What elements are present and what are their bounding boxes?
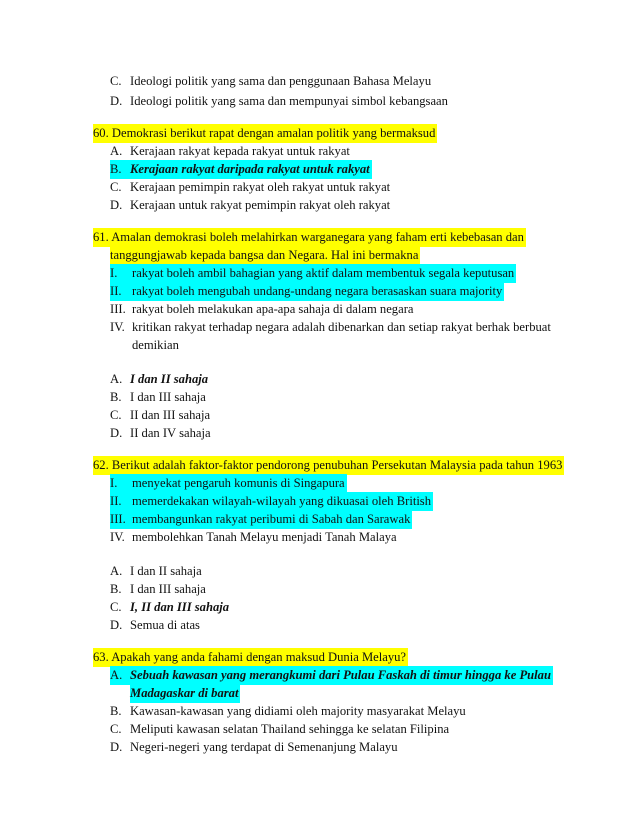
q61-option-c: C. II dan III sahaja xyxy=(110,408,211,422)
q63-option-b: B. Kawasan-kawasan yang didiami oleh majority masyarakat Melayu xyxy=(110,704,466,718)
q59-option-c: C. Ideologi politik yang sama dan penggunaan Bahasa Melayu xyxy=(110,74,432,88)
q61-option-d: D. II dan IV sahaja xyxy=(110,426,211,440)
q61-statement-3: III. rakyat boleh melakukan apa-apa sahaja di dalam negara xyxy=(110,302,414,316)
q60-question: 60. Demokrasi berikut rapat dengan amalan politik yang bermaksud xyxy=(93,124,437,143)
q61-statement-1: I. rakyat boleh ambil bahagian yang aktif dalam membentuk segala keputusan xyxy=(110,264,516,283)
q61-question-line1: 61. Amalan demokrasi boleh melahirkan warganegara yang faham erti kebebasan dan xyxy=(93,228,526,247)
q61-statement-4-cont: demikian xyxy=(132,338,179,352)
q61-option-b: B. I dan III sahaja xyxy=(110,390,206,404)
q61-statement-2: II. rakyat boleh mengubah undang-undang negara berasaskan suara majority xyxy=(110,282,504,301)
q62-option-a: A. I dan II sahaja xyxy=(110,564,202,578)
q62-statement-3: III. membangunkan rakyat peribumi di Sabah dan Sarawak xyxy=(110,510,412,529)
q60-option-d: D. Kerajaan untuk rakyat pemimpin rakyat oleh rakyat xyxy=(110,198,391,212)
q62-statement-1: I. menyekat pengaruh komunis di Singapura xyxy=(110,474,347,493)
q61-question-line2: tanggungjawab kepada bangsa dan Negara. Hal ini bermakna xyxy=(110,246,420,265)
q62-statement-2: II. memerdekakan wilayah-wilayah yang dikuasai oleh British xyxy=(110,492,433,511)
q62-option-c-answer: C. I, II dan III sahaja xyxy=(110,600,230,614)
q63-option-a-cont: Madagaskar di barat xyxy=(130,684,240,703)
q59-option-d: D. Ideologi politik yang sama dan mempunyai simbol kebangsaan xyxy=(110,94,448,108)
q63-question: 63. Apakah yang anda fahami dengan maksud Dunia Melayu? xyxy=(93,648,408,667)
q62-option-b: B. I dan III sahaja xyxy=(110,582,206,596)
q61-statement-4: IV. kritikan rakyat terhadap negara adalah dibenarkan dan setiap rakyat berhak berbuat xyxy=(110,320,551,334)
q63-option-c: C. Meliputi kawasan selatan Thailand sehingga ke selatan Filipina xyxy=(110,722,450,736)
q62-statement-4: IV. membolehkan Tanah Melayu menjadi Tanah Malaya xyxy=(110,530,397,544)
q62-option-d: D. Semua di atas xyxy=(110,618,200,632)
q63-option-a-answer: A. Sebuah kawasan yang merangkumi dari Pulau Faskah di timur hingga ke Pulau xyxy=(110,666,553,685)
q63-option-d: D. Negeri-negeri yang terdapat di Semenanjung Malayu xyxy=(110,740,398,754)
q60-option-a: A. Kerajaan rakyat kepada rakyat untuk rakyat xyxy=(110,144,350,158)
q60-option-b-answer: B. Kerajaan rakyat daripada rakyat untuk rakyat xyxy=(110,160,372,179)
q61-option-a-answer: A. I dan II sahaja xyxy=(110,372,209,386)
q60-option-c: C. Kerajaan pemimpin rakyat oleh rakyat untuk rakyat xyxy=(110,180,391,194)
q62-question: 62. Berikut adalah faktor-faktor pendorong penubuhan Persekutan Malaysia pada tahun 1963 xyxy=(93,456,564,475)
